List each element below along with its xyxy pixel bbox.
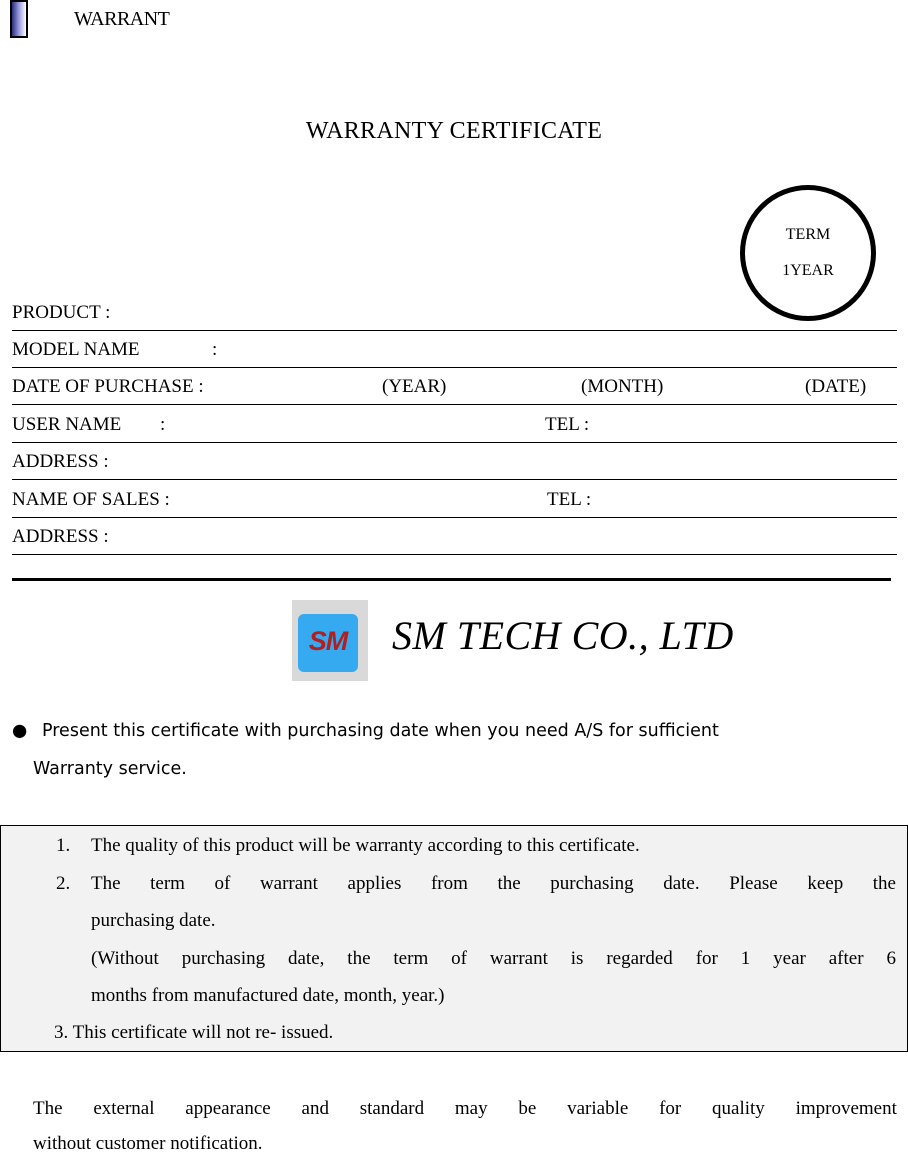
user-tel-label: TEL : [545,414,590,435]
footer-word: variable [567,1098,629,1119]
term-2-word: the [872,873,896,894]
footer-word: quality [712,1098,765,1119]
sales-address-label: ADDRESS : [12,526,109,547]
user-name-label: USER NAME [12,414,122,435]
term-2-word: The [91,873,121,894]
sales-tel-label: TEL : [547,489,592,510]
notice-line-1: Present this certificate with purchasing date when you need A/S for sufficient [42,721,719,741]
footer-word: be [518,1098,537,1119]
term-2-note-word: warrant [489,948,548,969]
footer-word: and [301,1098,329,1119]
term-2-line-1 [91,873,896,895]
seal-term-label: TERM [785,226,831,243]
term-2-word: from [430,873,468,894]
term-3-text: 3. This certificate will not re- issued. [54,1022,334,1043]
footer-word: improvement [795,1098,897,1119]
page-title: WARRANTY CERTIFICATE [305,118,603,144]
footer-word: appearance [185,1098,271,1119]
name-of-sales-row [12,481,897,518]
term-2-word: purchasing [550,873,634,894]
term-2-line-2: purchasing date. [91,910,216,931]
footer-word: standard [359,1098,425,1119]
term-2-note-word: of [451,948,467,969]
term-2-note-word: purchasing [181,948,266,969]
term-2-note-word: term [393,948,429,969]
month-label: (MONTH) [581,376,664,397]
footer-line-2: without customer notification. [33,1133,263,1154]
footer-line-1 [33,1098,897,1120]
address-row [12,443,897,480]
bullet-icon: ● [12,721,28,741]
product-row [12,294,897,331]
term-2-note-word: after [828,948,864,969]
term-2-note-word: year [773,948,806,969]
term-2-word: of [214,873,231,894]
model-name-label: MODEL NAME [12,339,140,360]
term-2-word: date. [663,873,700,894]
company-name: SM TECH CO., LTD [392,613,734,658]
term-2-word: keep [807,873,844,894]
footer-word: for [659,1098,682,1119]
logo-text: SM [308,626,348,656]
term-2-word: Please [729,873,778,894]
product-label: PRODUCT : [12,302,111,323]
company-logo [292,600,368,681]
user-name-row [12,406,897,443]
year-label: (YEAR) [382,376,447,397]
term-2-note-word: 6 [886,948,896,969]
term-2-note-word: (Without [91,948,159,969]
date-label: (DATE) [805,376,867,397]
address-label: ADDRESS : [12,451,109,472]
model-name-row [12,331,897,368]
name-of-sales-label: NAME OF SALES : [12,489,170,510]
sales-address-row [12,518,897,555]
term-2-note-word: 1 [740,948,751,969]
header-label: WARRANT [74,8,170,30]
notice-line-2: Warranty service. [33,759,187,779]
date-of-purchase-label: DATE OF PURCHASE : [12,376,204,397]
footer-word: may [454,1098,488,1119]
term-1-number: 1. [56,835,71,856]
user-name-colon: : [160,414,166,435]
header-marker [10,0,28,38]
seal-year-label: 1YEAR [782,262,834,279]
model-name-colon: : [212,339,218,360]
term-2-note-word: is [570,948,584,969]
terms-box [0,825,908,1052]
date-of-purchase-row [12,368,897,405]
term-2-word: the [497,873,521,894]
term-2-number: 2. [56,873,71,894]
term-2-note-word: for [695,948,718,969]
term-2-note-line-2: months from manufactured date, month, year.) [91,985,445,1006]
term-2-note-word: date, [288,948,325,969]
divider-line [12,578,891,581]
term-2-note-line-1 [91,948,896,970]
term-2-note-word: regarded [606,948,673,969]
footer-word: The [33,1098,63,1119]
term-2-word: warrant [259,873,318,894]
term-1-text: The quality of this product will be warranty according to this certificate. [91,835,640,856]
term-2-word: applies [347,873,402,894]
logo-badge [298,614,358,672]
term-2-note-word: the [347,948,371,969]
footer-word: external [93,1098,155,1119]
term-2-word: term [150,873,185,894]
